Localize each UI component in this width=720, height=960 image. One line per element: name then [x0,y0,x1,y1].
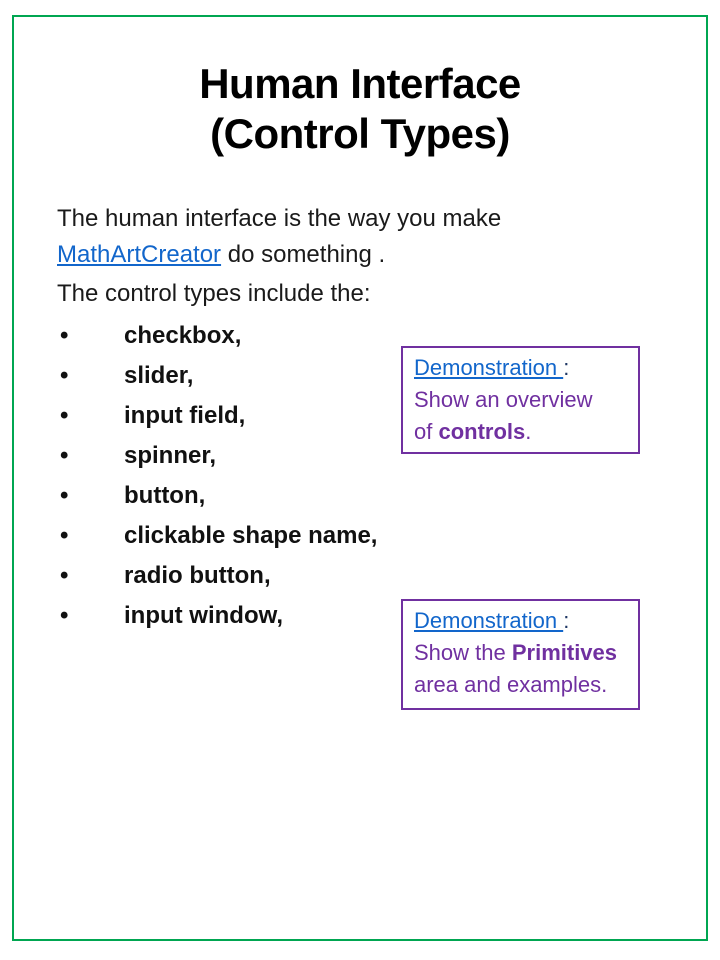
demo2-link-line [414,605,630,637]
demo1-text-line2: Show an overview [414,387,593,412]
demo2-text-line2 [414,637,630,669]
list-item-label: radio button, [124,562,271,589]
demo2-text-line3: area and examples. [414,672,608,697]
bullet-icon: • [60,322,69,349]
list-item-label: input field, [124,402,246,429]
bullet-icon: • [60,522,69,549]
list-item-label: checkbox, [124,322,242,349]
intro-paragraph [57,201,617,273]
demo2-bold-primitives: Primitives [511,640,618,665]
title-line-1: Human Interface [199,60,521,107]
demo1-link-line [414,352,630,384]
demonstration-link-1[interactable]: Demonstration [414,355,564,380]
page-title [14,59,706,159]
list-item-label: input window, [124,602,284,629]
slide [12,15,708,941]
bullet-icon: • [60,602,69,629]
demo-box-controls-overview [401,346,640,454]
demo2-line2-before: Show the [414,640,512,665]
demo1-line3-after: . [525,419,532,444]
bullet-icon: • [60,562,69,589]
demonstration-link-2[interactable]: Demonstration [414,608,564,633]
demo-box-primitives [401,599,640,710]
intro-text-after-link: do something . [221,241,386,268]
list-item-label: button, [124,482,206,509]
list-item-label: spinner, [124,442,217,469]
bullet-icon: • [60,362,69,389]
bullet-icon: • [60,482,69,509]
demo1-text-line3 [414,416,630,448]
title-line-2: (Control Types) [210,110,510,157]
demo1-line3-before: of [414,419,439,444]
bullet-icon: • [60,442,69,469]
demo2-colon: : [563,608,570,633]
intro-text-before-link: The human interface is the way you make [57,205,502,232]
list-item-button [60,476,706,516]
list-item-radio-button [60,556,706,596]
demo1-colon: : [563,355,570,380]
demo1-bold-controls: controls [438,419,526,444]
list-item-label: slider, [124,362,194,389]
bullet-icon: • [60,402,69,429]
list-item-label: clickable shape name, [124,522,378,549]
mathartcreator-link[interactable]: MathArtCreator [57,241,222,268]
list-item-clickable-shape-name [60,516,706,556]
control-types-heading: The control types include the: [57,280,371,307]
